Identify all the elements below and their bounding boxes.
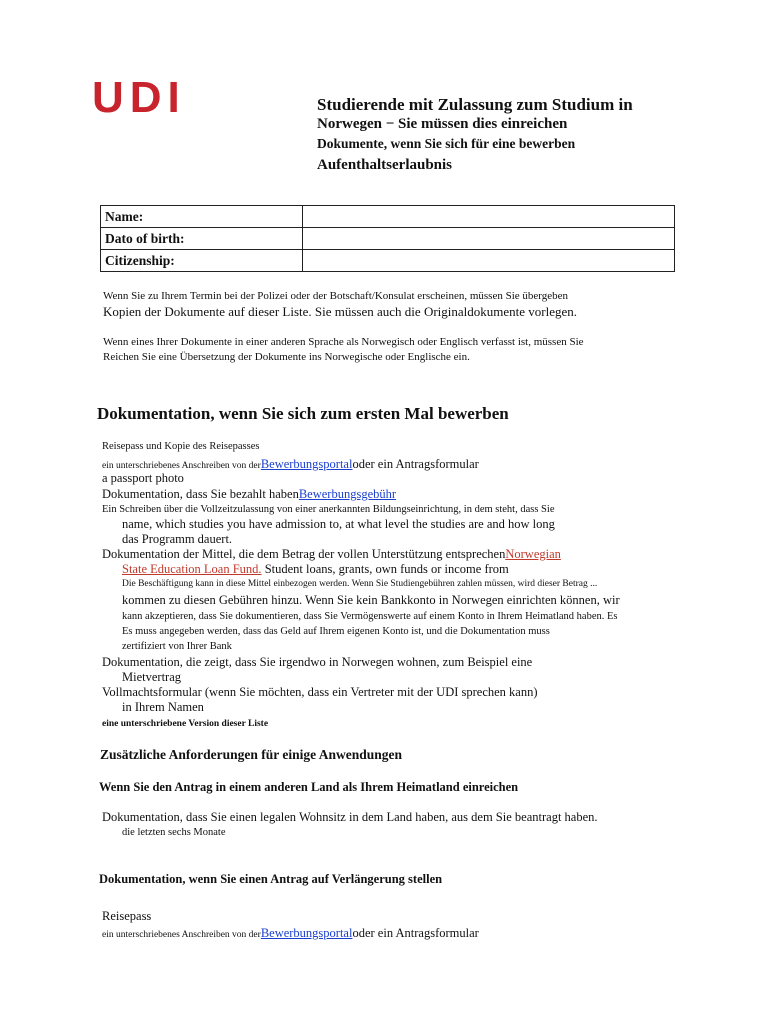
intro-paragraph-1-line2: Kopien der Dokumente auf dieser Liste. Sie müssen auch die Originaldokumente vorlegen. — [103, 304, 578, 319]
table-row — [101, 250, 675, 272]
dob-label: Dato of birth: — [101, 228, 303, 250]
list-item: Dokumentation, dass Sie einen legalen Wohnsitz in dem Land haben, aus dem Sie beantragt haben. — [102, 810, 598, 824]
list-item: a passport photo — [102, 471, 184, 485]
list-item: eine unterschriebene Version dieser Liste — [102, 719, 269, 729]
list-item: Ein Schreiben über die Vollzeitzulassung von einer anerkannten Bildungseinrichtung, in dem steht, dass Sie — [102, 504, 555, 515]
name-label: Name: — [101, 206, 303, 228]
list-item-continuation: kann akzeptieren, dass Sie dokumentieren, dass Sie Vermögenswerte auf einem Konto in Ihrem Heimatland haben. Es — [122, 611, 618, 622]
page-title: Studierende mit Zulassung zum Studium in — [317, 95, 633, 114]
loan-fund-link[interactable]: Norwegian — [505, 547, 561, 561]
sub-heading-other-country: Wenn Sie den Antrag in einem anderen Land als Ihrem Heimatland einreichen — [99, 780, 519, 794]
list-item-continuation: name, which studies you have admission to, at what level the studies are and how long — [122, 517, 555, 531]
intro-paragraph-2: Wenn eines Ihrer Dokumente in einer anderen Sprache als Norwegisch oder Englisch verfasst ist, müssen Sie — [103, 336, 584, 348]
page-title-line4: Aufenthaltserlaubnis — [317, 157, 453, 173]
bewerbungsportal-link[interactable]: Bewerbungsportal — [260, 926, 353, 940]
table-row — [101, 206, 675, 228]
list-item-continuation: die letzten sechs Monate — [122, 827, 226, 838]
intro-paragraph-1: Wenn Sie zu Ihrem Termin bei der Polizei oder der Botschaft/Konsulat erscheinen, müssen Sie übergeben — [103, 290, 569, 302]
list-item-continuation: Es muss angegeben werden, dass das Geld auf Ihrem eigenen Konto ist, und die Dokumentation muss — [122, 626, 550, 637]
list-item-continuation: Mietvertrag — [122, 670, 182, 684]
citizenship-field[interactable] — [303, 250, 675, 272]
table-row — [101, 228, 675, 250]
list-item-continuation: Die Beschäftigung kann in diese Mittel einbezogen werden. Wenn Sie Studiengebühren zahlen müssen, wird dieser Betrag ... — [122, 579, 598, 589]
intro-paragraph-2-line2: Reichen Sie eine Übersetzung der Dokumente ins Norwegische oder Englische ein. — [103, 351, 470, 363]
bewerbungsportal-link[interactable]: Bewerbungsportal — [260, 457, 353, 471]
udi-logo: UDI — [92, 73, 186, 122]
page-title-line3: Dokumente, wenn Sie sich für eine bewerben — [317, 136, 576, 151]
list-item-continuation: zertifiziert von Ihrer Bank — [122, 641, 232, 652]
list-item-continuation: State Education Loan Fund. Student loans, grants, own funds or income from — [122, 562, 509, 576]
list-item-continuation: das Programm dauert. — [122, 532, 233, 546]
list-item: Reisepass — [102, 909, 152, 923]
list-item: Dokumentation, dass Sie bezahlt habenBewerbungsgebühr — [102, 487, 397, 501]
bewerbungsgebuehr-link[interactable]: Bewerbungsgebühr — [298, 487, 397, 501]
name-field[interactable] — [303, 206, 675, 228]
section-heading-additional: Zusätzliche Anforderungen für einige Anwendungen — [100, 747, 403, 762]
applicant-info-table — [100, 205, 675, 272]
list-item: Vollmachtsformular (wenn Sie möchten, dass ein Vertreter mit der UDI sprechen kann) — [102, 685, 538, 699]
list-item: Dokumentation, die zeigt, dass Sie irgendwo in Norwegen wohnen, zum Beispiel eine — [102, 655, 533, 669]
page-title-line2: Norwegen − Sie müssen dies einreichen — [317, 116, 568, 132]
section-heading-first-application: Dokumentation, wenn Sie sich zum ersten Mal bewerben — [97, 404, 509, 423]
list-item-continuation: in Ihrem Namen — [122, 700, 204, 714]
list-item-continuation: kommen zu diesen Gebühren hinzu. Wenn Sie kein Bankkonto in Norwegen einrichten können, wir — [122, 593, 620, 607]
citizenship-label: Citizenship: — [101, 250, 303, 272]
loan-fund-link-line2[interactable]: State Education Loan Fund. — [122, 562, 262, 576]
dob-field[interactable] — [303, 228, 675, 250]
list-item: Dokumentation der Mittel, die dem Betrag der vollen Unterstützung entsprechenNorwegian — [102, 547, 561, 561]
list-item: Reisepass und Kopie des Reisepasses — [102, 441, 260, 452]
section-heading-renewal: Dokumentation, wenn Sie einen Antrag auf Verlängerung stellen — [99, 872, 443, 886]
list-item: ein unterschriebenes Anschreiben von derBewerbungsportaloder ein Antragsformular — [102, 457, 479, 471]
list-item: ein unterschriebenes Anschreiben von derBewerbungsportaloder ein Antragsformular — [102, 926, 479, 940]
